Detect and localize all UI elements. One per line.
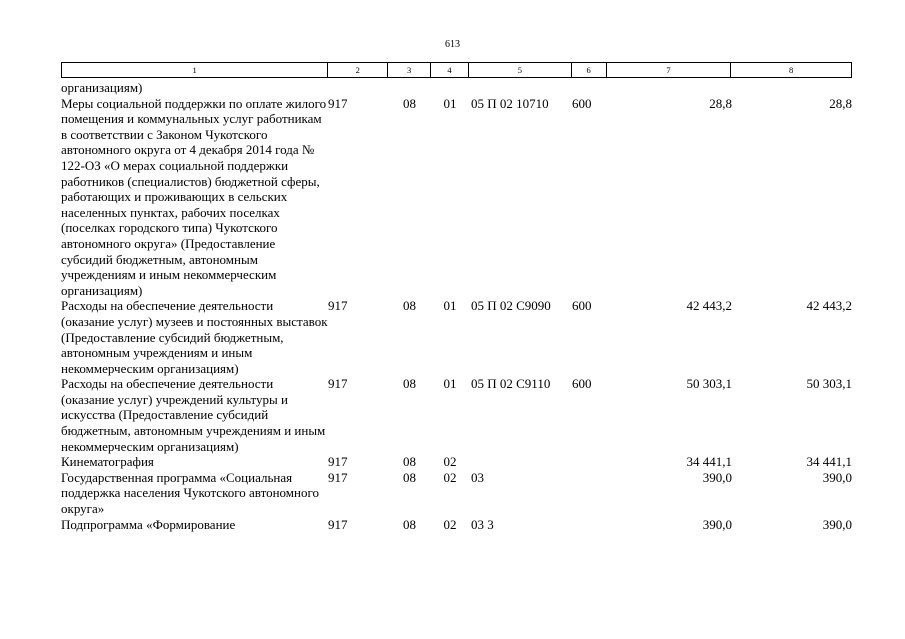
cell-amount-2: 28,8 bbox=[829, 95, 852, 111]
table-row bbox=[61, 96, 856, 299]
cell-amount-2: 42 443,2 bbox=[806, 298, 852, 314]
table-row bbox=[61, 517, 856, 533]
cell-amount-1: 34 441,1 bbox=[686, 454, 732, 470]
header-col-2: 2 bbox=[328, 63, 388, 77]
cell-ministry: 917 bbox=[328, 95, 348, 111]
cell-section: 08 bbox=[403, 454, 416, 470]
cell-amount-2: 390,0 bbox=[822, 516, 852, 532]
cell-ministry: 917 bbox=[328, 516, 348, 532]
cell-expense-type bbox=[572, 454, 607, 470]
row-description: Расходы на обеспечение деятельности (оказание услуг) учреждений культуры и искусства (Предоставление субсидий бюджетным, автономным учреждениям и иным некоммерческим организациям) bbox=[61, 376, 326, 454]
cell-expense-type bbox=[572, 470, 607, 517]
cell-target-article: 05 П 02 10710 bbox=[471, 95, 549, 111]
cell-expense-type bbox=[572, 517, 607, 533]
cell-subsection: 01 bbox=[443, 95, 457, 111]
cell-amount-1: 50 303,1 bbox=[686, 376, 732, 392]
row-description: Кинематография bbox=[61, 454, 154, 470]
table-row bbox=[61, 470, 856, 517]
header-col-5: 5 bbox=[469, 63, 572, 77]
cell-section: 08 bbox=[403, 376, 416, 392]
header-col-1: 1 bbox=[62, 63, 328, 77]
cell-amount-1: 28,8 bbox=[709, 95, 732, 111]
row-description: организациям) bbox=[61, 80, 143, 95]
cell-subsection: 01 bbox=[443, 376, 457, 392]
cell-target-article bbox=[469, 80, 572, 96]
cell-target-article: 03 bbox=[471, 469, 484, 485]
cell-subsection: 02 bbox=[443, 454, 457, 470]
header-col-8: 8 bbox=[789, 65, 794, 75]
cell-amount-1: 390,0 bbox=[702, 516, 732, 532]
cell-amount-2: 390,0 bbox=[822, 469, 852, 485]
table-row bbox=[61, 376, 856, 454]
cell-section: 08 bbox=[403, 95, 416, 111]
table-body bbox=[61, 80, 856, 532]
cell-section: 08 bbox=[403, 516, 416, 532]
cell-ministry: 917 bbox=[328, 298, 348, 314]
row-description: Государственная программа «Социальная поддержка населения Чукотского автономного округа» bbox=[61, 469, 319, 517]
row-description: Расходы на обеспечение деятельности (оказание услуг) музеев и постоянных выставок (Предоставление субсидий бюджетным, автономным учреждениям и иным некоммерческим организациям) bbox=[61, 298, 328, 376]
header-col-3: 3 bbox=[388, 63, 431, 77]
cell-target-article: 03 3 bbox=[471, 516, 494, 532]
cell-section: 08 bbox=[403, 469, 416, 485]
cell-ministry bbox=[328, 80, 388, 96]
cell-subsection bbox=[431, 80, 469, 96]
row-description: Подпрограмма «Формирование bbox=[61, 516, 236, 532]
cell-target-article: 05 П 02 С9090 bbox=[471, 298, 551, 314]
header-col-6: 6 bbox=[572, 63, 607, 77]
cell-section: 08 bbox=[403, 298, 416, 314]
cell-subsection: 02 bbox=[443, 469, 457, 485]
cell-expense-type: 600 bbox=[572, 298, 592, 314]
cell-amount-1: 390,0 bbox=[702, 469, 732, 485]
page-number: 613 bbox=[445, 39, 460, 50]
cell-ministry: 917 bbox=[328, 454, 348, 470]
header-col-4: 4 bbox=[431, 63, 469, 77]
cell-expense-type: 600 bbox=[572, 95, 592, 111]
cell-section bbox=[388, 80, 431, 96]
cell-subsection: 02 bbox=[443, 516, 457, 532]
cell-expense-type: 600 bbox=[572, 376, 592, 392]
cell-target-article: 05 П 02 С9110 bbox=[471, 376, 551, 392]
cell-amount-2 bbox=[732, 80, 852, 96]
table-header bbox=[61, 62, 852, 78]
cell-target-article bbox=[469, 454, 572, 470]
cell-subsection: 01 bbox=[443, 298, 457, 314]
table-row bbox=[61, 298, 856, 376]
header-col-7: 7 bbox=[607, 63, 732, 77]
cell-amount-2: 34 441,1 bbox=[806, 454, 852, 470]
table-row bbox=[61, 454, 856, 470]
cell-amount-2: 50 303,1 bbox=[806, 376, 852, 392]
table-row bbox=[61, 80, 856, 96]
cell-expense-type bbox=[572, 80, 607, 96]
cell-ministry: 917 bbox=[328, 376, 348, 392]
cell-amount-1 bbox=[607, 80, 732, 96]
cell-ministry: 917 bbox=[328, 469, 348, 485]
cell-amount-1: 42 443,2 bbox=[686, 298, 732, 314]
row-description: Меры социальной поддержки по оплате жилого помещения и коммунальных услуг работникам в соответствии с Законом Чукотского автономного округа от 4 декабря 2014 года № 122-ОЗ «О мерах социальной поддержки работников (специалистов) бюджетной сферы, работающих и проживающих в сельских населенных пунктах, рабочих поселках (поселках городского типа) Чукотского автономного округа» (Предоставление субсидий бюджетным, автономным учреждениям и иным некоммерческим организациям) bbox=[61, 95, 327, 298]
